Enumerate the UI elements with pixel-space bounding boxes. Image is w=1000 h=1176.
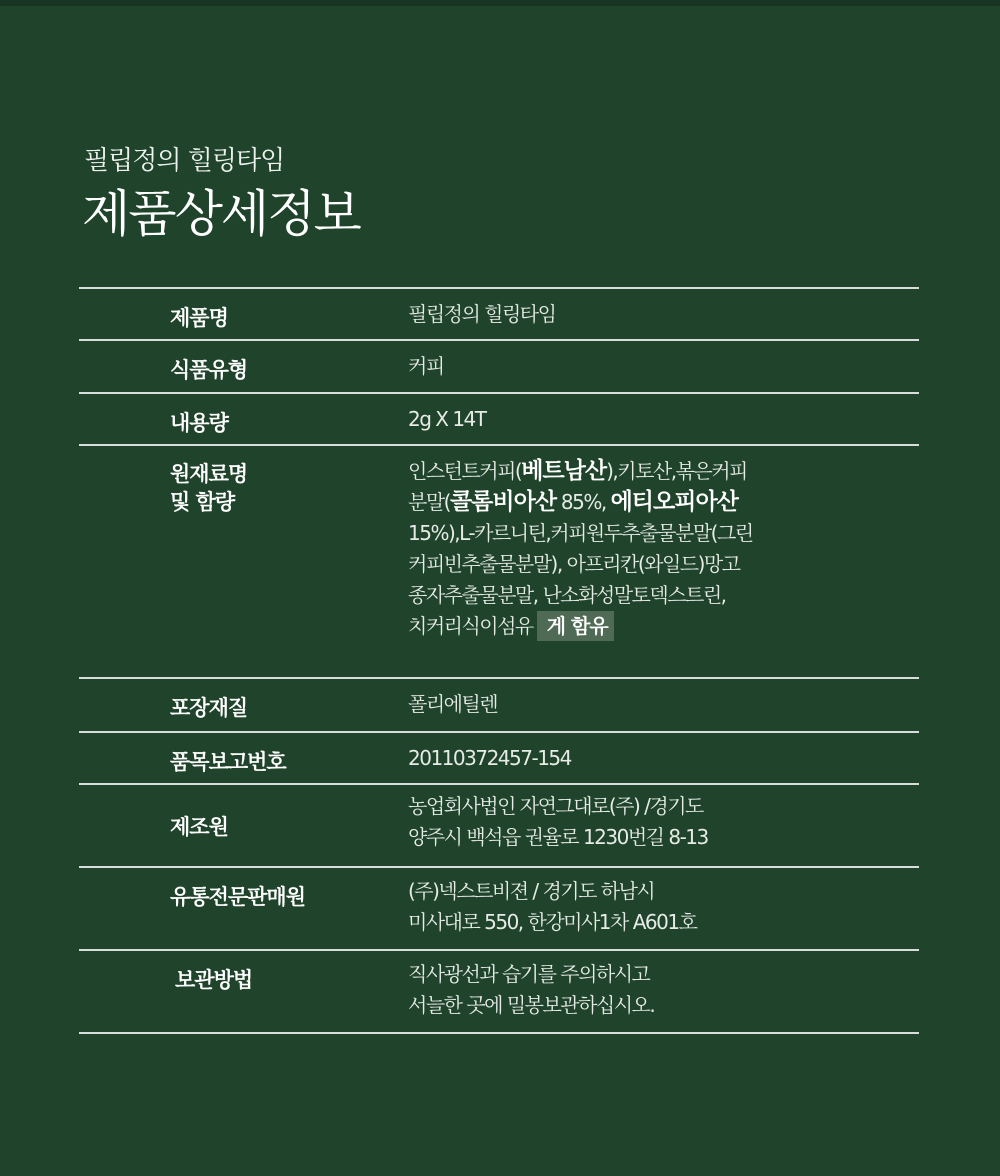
table-row-packaging	[79, 677, 919, 731]
row-label: 제조원	[170, 815, 228, 839]
row-value: 20110372457-154	[408, 746, 571, 770]
row-value: 농업회사법인 자연그대로(주) /경기도 양주시 백석읍 권율로 1230번길 8-13	[408, 794, 708, 849]
ingredients-line: 커피빈추출물분말), 아프리칸(와일드)망고	[408, 552, 740, 576]
row-label: 품목보고번호	[170, 750, 286, 774]
label-line: 및 함량	[170, 490, 235, 514]
table-row-food-type	[79, 339, 919, 392]
ingredients-line: 분말(콜롬비아산 85%, 에티오피아산	[408, 489, 738, 515]
table-row-net-content	[79, 392, 919, 444]
table-row-manufacturer	[79, 783, 919, 866]
table-row-report-number	[79, 731, 919, 783]
origin-vietnam: 베트남산	[521, 458, 607, 484]
page-title: 제품상세정보	[82, 185, 360, 243]
table-row-ingredients	[79, 444, 919, 677]
row-label: 보관방법	[175, 968, 253, 992]
row-value: 폴리에틸렌	[408, 692, 498, 716]
ingredients-line: 치커리식이섬유 게 함유	[408, 611, 828, 642]
ingredients-value	[408, 456, 828, 642]
row-value: (주)넥스트비젼 / 경기도 하남시 미사대로 550, 한강미사1차 A601호	[408, 879, 697, 934]
ingredients-line: 인스턴트커피(베트남산),키토산,볶은커피	[408, 458, 747, 484]
table-row-product-name	[79, 287, 919, 339]
row-label: 제품명	[170, 306, 228, 330]
row-label: 포장재질	[170, 696, 248, 720]
label-line: 원재료명	[170, 462, 248, 486]
page-subtitle: 필립정의 힐링타임	[84, 146, 285, 176]
ingredients-line: 종자추출물분말, 난소화성말토덱스트린,	[408, 583, 726, 607]
top-border	[0, 0, 1000, 6]
table-row-storage	[79, 949, 919, 1034]
row-value: 2g X 14T	[408, 407, 486, 431]
row-label: 유통전문판매원	[170, 885, 306, 909]
allergen-highlight: 게 함유	[537, 611, 614, 641]
row-label: 내용량	[170, 411, 228, 435]
row-label	[170, 460, 247, 516]
origin-colombia: 콜롬비아산	[449, 489, 557, 515]
table-row-distributor	[79, 866, 919, 949]
ingredients-line: 15%),L-카르니틴,커피원두추출물분말(그린	[408, 521, 753, 545]
row-value: 커피	[408, 354, 444, 378]
product-info-table	[79, 287, 919, 1034]
row-label: 식품유형	[170, 358, 248, 382]
origin-ethiopia: 에티오피아산	[610, 489, 738, 515]
row-value: 필립정의 힐링타임	[408, 302, 556, 326]
row-value: 직사광선과 습기를 주의하시고 서늘한 곳에 밀봉보관하십시오.	[408, 962, 655, 1017]
